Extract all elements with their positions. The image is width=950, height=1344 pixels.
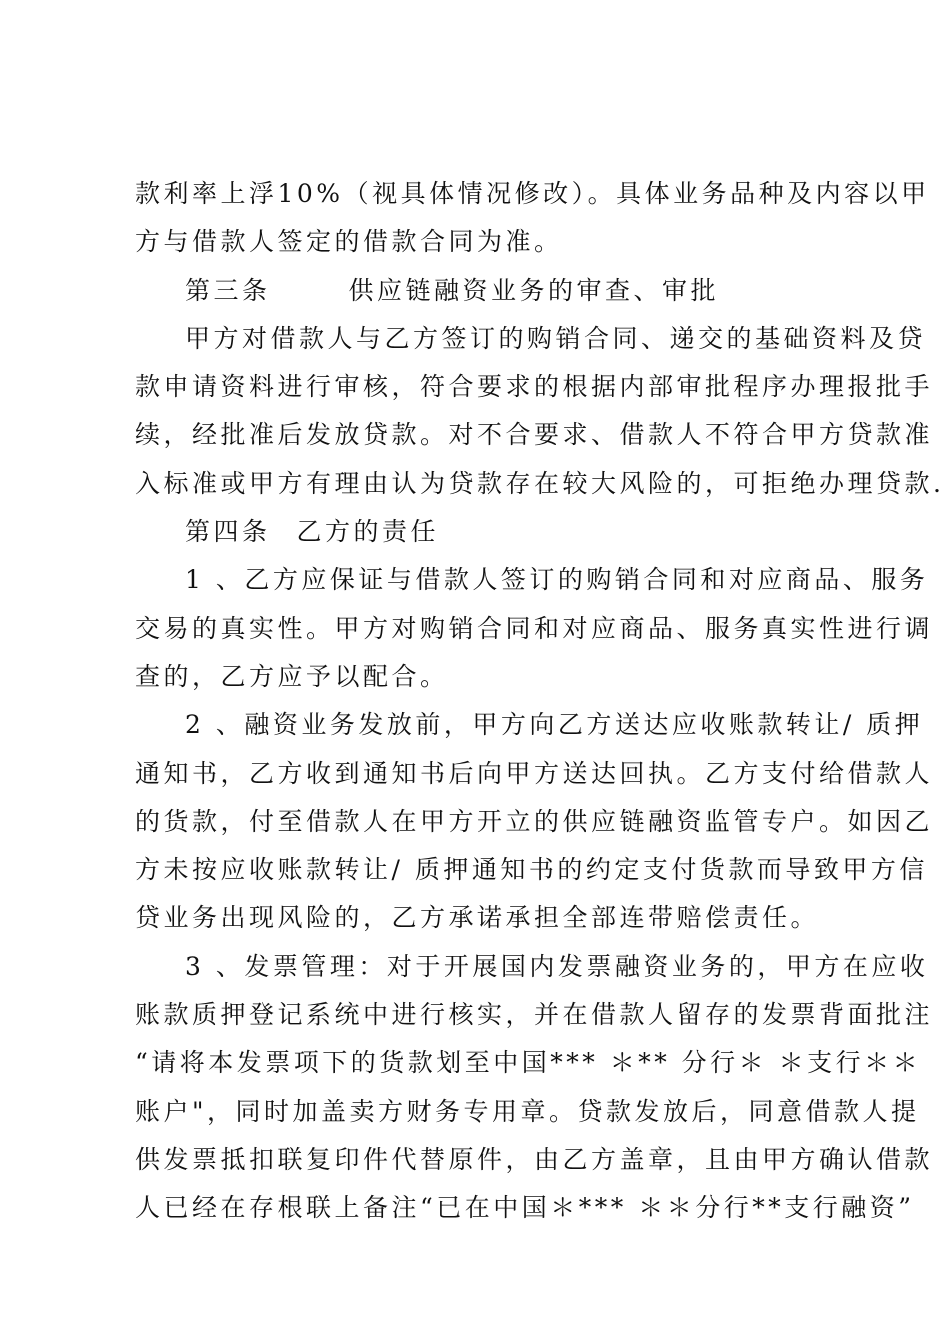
text-line: 方与借款人签定的借款合同为准。 bbox=[135, 227, 563, 257]
text-line: 查的，乙方应予以配合。 bbox=[135, 661, 449, 691]
text-line: 贷业务出现风险的，乙方承诺承担全部连带赔偿责任。 bbox=[135, 903, 820, 933]
text-line: 1 、乙方应保证与借款人签订的购销合同和对应商品、服务 bbox=[185, 565, 929, 595]
text-line: 通知书，乙方收到通知书后向甲方送达回执。乙方支付给借款人 bbox=[135, 758, 934, 788]
text-line: 账款质押登记系统中进行核实，并在借款人留存的发票背面批注 bbox=[135, 1000, 934, 1030]
article-number: 第三条 bbox=[185, 275, 271, 305]
text-line: 3 、发票管理：对于开展国内发票融资业务的，甲方在应收 bbox=[185, 951, 929, 981]
text-line: 款申请资料进行审核，符合要求的根据内部审批程序办理报批手 bbox=[135, 372, 934, 402]
text-line: 供发票抵扣联复印件代替原件，由乙方盖章，且由甲方确认借款 bbox=[135, 1144, 934, 1174]
text-line: 的货款，付至借款人在甲方开立的供应链融资监管专户。如因乙 bbox=[135, 806, 934, 836]
text-line: 入标准或甲方有理由认为贷款存在较大风险的，可拒绝办理贷款. bbox=[135, 468, 945, 498]
body-text bbox=[135, 170, 945, 1233]
text-line: 续，经批准后发放贷款。对不合要求、借款人不符合甲方贷款准 bbox=[135, 420, 934, 450]
text-line: 交易的真实性。甲方对购销合同和对应商品、服务真实性进行调 bbox=[135, 613, 934, 643]
text-line: 2 、融资业务发放前，甲方向乙方送达应收账款转让/ 质押 bbox=[185, 710, 924, 740]
article-3-heading bbox=[135, 267, 835, 315]
article-title: 乙方的责任 bbox=[296, 517, 440, 547]
text-line: “请将本发票项下的货款划至中国*** ＊** 分行＊ ＊支行＊＊ bbox=[135, 1048, 922, 1078]
article-title: 供应链融资业务的审查、审批 bbox=[348, 275, 720, 305]
article-4-heading bbox=[135, 508, 835, 556]
text-line: 账户"，同时加盖卖方财务专用章。贷款发放后，同意借款人提 bbox=[135, 1096, 920, 1126]
text-line: 款利率上浮10%（视具体情况修改）。具体业务品种及内容以甲 bbox=[135, 179, 930, 208]
text-line: 人已经在存根联上备注“已在中国＊*** ＊＊分行**支行融资” bbox=[135, 1193, 915, 1223]
article-number: 第四条 bbox=[185, 517, 271, 547]
text-line: 方未按应收账款转让/ 质押通知书的约定支付货款而导致甲方信 bbox=[135, 855, 928, 885]
text-line: 甲方对借款人与乙方签订的购销合同、递交的基础资料及贷 bbox=[185, 323, 927, 353]
